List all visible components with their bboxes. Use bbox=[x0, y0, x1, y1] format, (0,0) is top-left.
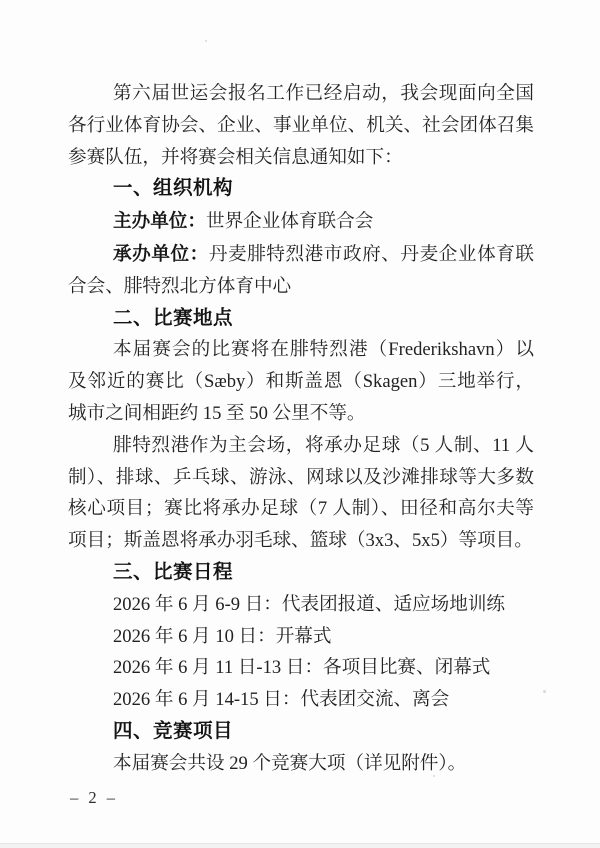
section-heading-events: 四、竞赛项目 bbox=[113, 719, 234, 742]
scan-speck bbox=[205, 40, 207, 42]
document-body bbox=[68, 78, 534, 780]
host-unit-value: 世界企业体育联合会 bbox=[205, 211, 374, 233]
scan-edge-shadow bbox=[0, 843, 600, 848]
host-unit-line bbox=[68, 205, 534, 238]
organizer-unit-line bbox=[68, 238, 534, 303]
intro-paragraph: 第六届世运会报名工作已经启动，我会现面向全国各行业体育协会、企业、事业单位、机关、社会团体召集参赛队伍，并将赛会相关信息通知如下： bbox=[68, 83, 534, 168]
organizer-unit-value: 丹麦腓特烈港市政府、丹麦企业体育联合会、腓特烈北方体育中心 bbox=[68, 243, 534, 297]
page-number: – 2 – bbox=[70, 788, 118, 807]
schedule-line-1: 2026 年 6 月 6-9 日：代表团报道、适应场地训练 bbox=[113, 593, 506, 615]
schedule-line-3: 2026 年 6 月 11 日-13 日：各项目比赛、闭幕式 bbox=[113, 657, 491, 679]
location-paragraph-1: 本届赛会的比赛将在腓特烈港（Frederikshavn）以及邻近的赛比（Sæby）和斯盖恩（Skagen）三地举行，城市之间相距约 15 至 50 公里不等。 bbox=[68, 339, 534, 424]
section-heading-organization: 一、组织机构 bbox=[113, 177, 234, 200]
section-heading-location: 二、比赛地点 bbox=[113, 306, 234, 329]
section-heading-schedule: 三、比赛日程 bbox=[113, 560, 234, 583]
location-paragraph-2: 腓特烈港作为主会场，将承办足球（5 人制、11 人制）、排球、乒乓球、游泳、网球以及沙滩排球等大多数核心项目；赛比将承办足球（7 人制）、田径和高尔夫等项目；斯盖恩将承办羽毛球、篮球（3x3、5x5）等项目。 bbox=[68, 434, 534, 552]
organizer-unit-label: 承办单位： bbox=[113, 242, 209, 264]
events-paragraph: 本届赛会共设 29 个竞赛大项（详见附件）。 bbox=[113, 752, 467, 774]
scan-speck bbox=[543, 690, 546, 693]
host-unit-label: 主办单位： bbox=[113, 210, 206, 232]
schedule-line-4: 2026 年 6 月 14-15 日：代表团交流、离会 bbox=[113, 689, 450, 711]
schedule-line-2: 2026 年 6 月 10 日：开幕式 bbox=[113, 625, 332, 647]
scan-speck bbox=[433, 775, 435, 777]
